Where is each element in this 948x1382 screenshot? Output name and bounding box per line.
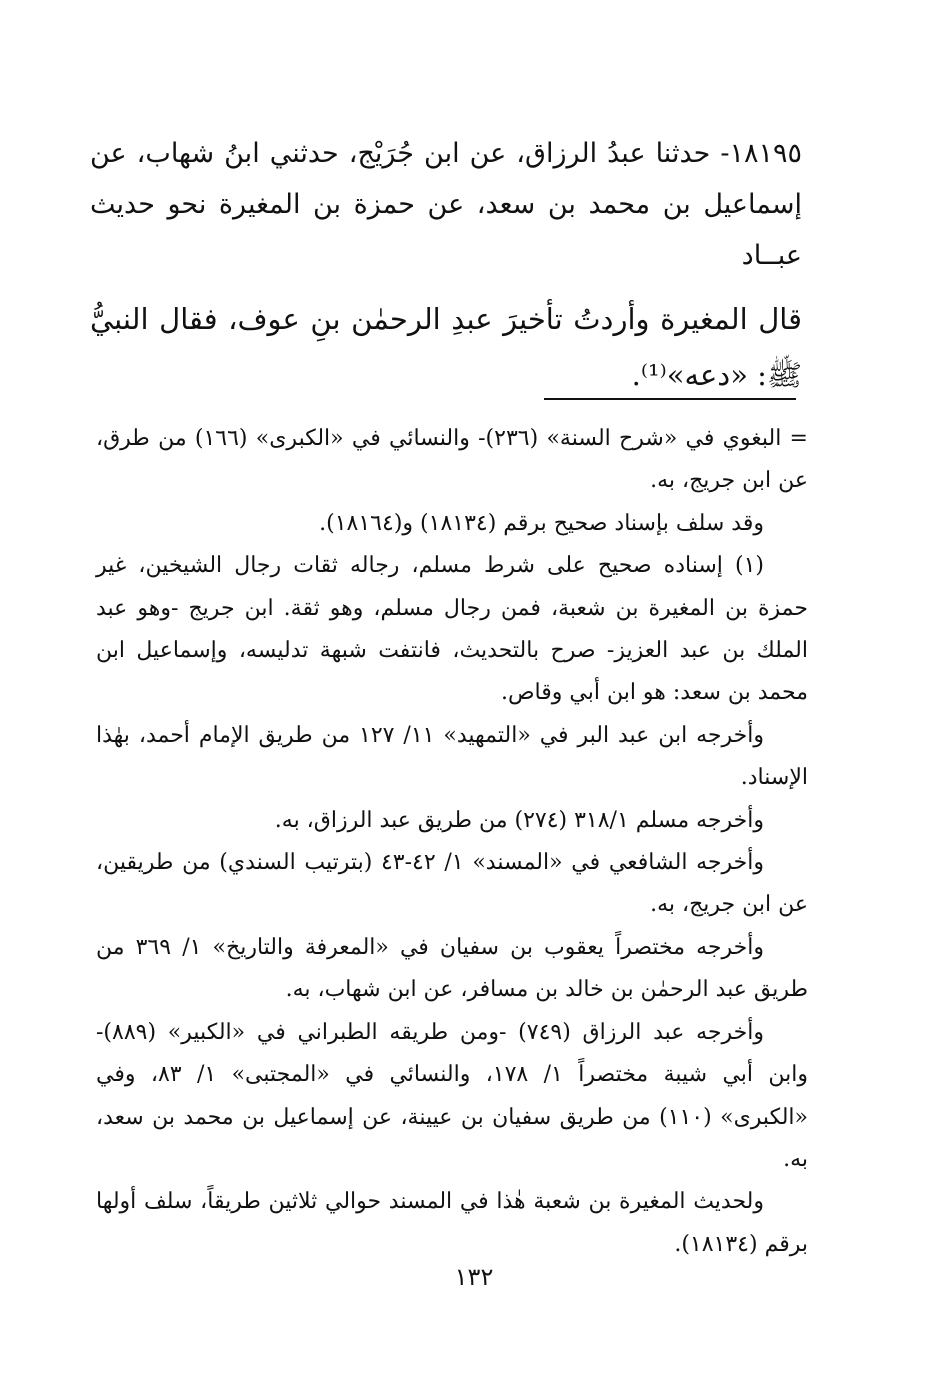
page-number: ١٣٢ — [454, 1263, 494, 1291]
footnote-paragraph: (١) إسناده صحيح على شرط مسلم، رجاله ثقات رجال الشيخين، غير حمزة بن المغيرة بن شعبة، فمن رجال مسلم، وهو ثقة. ابن جريج -وهو عبد الملك بن عبد العزيز- صرح بالتحديث، فانتفت شبهة تدليسه، وإسماعيل ابن محمد بن سعد: هو ابن أبي وقاص. — [96, 553, 808, 706]
footnotes-block — [96, 418, 808, 1266]
footnote-paragraph: وأخرجه مسلم ٣١٨/١ (٢٧٤) من طريق عبد الرزاق، به. — [274, 807, 764, 833]
footnote-divider — [544, 398, 796, 400]
footnote-paragraph: ولحديث المغيرة بن شعبة هٰذا في المسند حوالي ثلاثين طريقاً، سلف أولها برقم (١٨١٣٤). — [96, 1189, 808, 1257]
footnote-paragraph: وقد سلف بإسناد صحيح برقم (١٨١٣٤) و(١٨١٦٤). — [319, 510, 764, 536]
footnote-paragraph: وأخرجه ابن عبد البر في «التمهيد» ١١/ ١٢٧ من طريق الإمام أحمد، بهٰذا الإسناد. — [96, 722, 808, 791]
hadith-text-block — [90, 128, 802, 403]
footnote-paragraph: وأخرجه مختصراً يعقوب بن سفيان في «المعرفة والتاريخ» ١/ ٣٦٩ من طريق عبد الرحمٰن بن خالد بن مسافر، عن ابن شهاب، به. — [96, 934, 808, 1003]
hadith-narration: ١٨١٩٥- حدثنا عبدُ الرزاق، عن ابن جُرَيْج، حدثني ابنُ شهاب، عن إسماعيل بن محمد بن سعد، عن حمزة بن المغيرة نحو حديث عبــاد — [90, 138, 802, 271]
footnote-paragraph: = البغوي في «شرح السنة» (٢٣٦)- والنسائي في «الكبرى» (١٦٦) من طرق، عن ابن جريج، به. — [96, 426, 808, 494]
footnote-paragraph: وأخرجه عبد الرزاق (٧٤٩) -ومن طريقه الطبراني في «الكبير» (٨٨٩)- وابن أبي شيبة مختصراً ١/ ١٧٨، والنسائي في «المجتبى» ١/ ٨٣، وفي «الكبرى» (١١٠) من طريق سفيان بن عيينة، عن إسماعيل بن محمد بن سعد، به. — [96, 1019, 808, 1172]
footnote-paragraph: وأخرجه الشافعي في «المسند» ١/ ٤٢-٤٣ (بترتيب السندي) من طريقين، عن ابن جريج، به. — [96, 850, 808, 918]
hadith-quote: قال المغيرة وأردتُ تأخيرَ عبدِ الرحمٰن بنِ عوف، فقال النبيُّ ﷺ: «دعه»⁽¹⁾. — [90, 302, 802, 392]
